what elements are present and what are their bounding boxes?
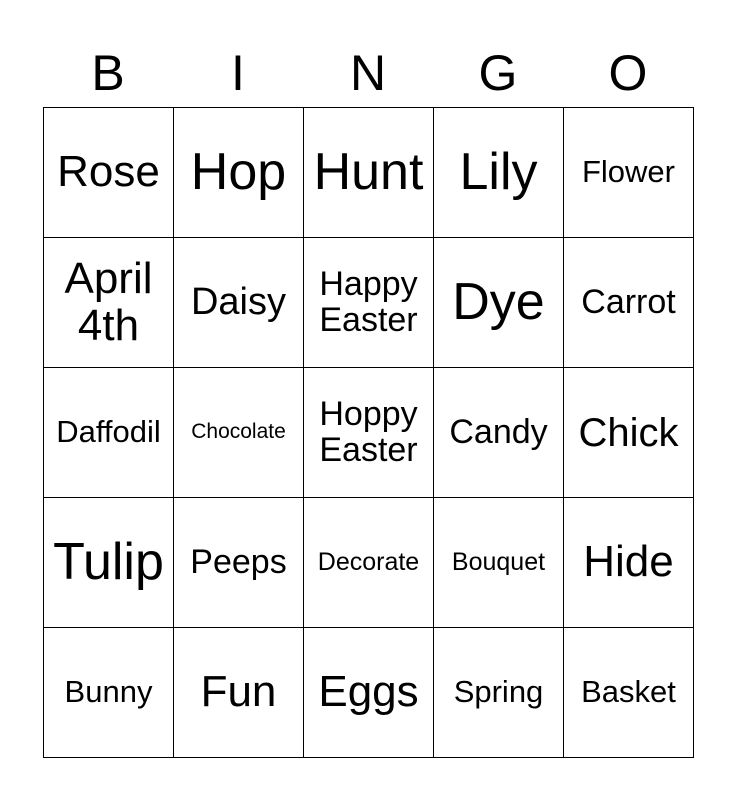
header-letter-i: I: [231, 45, 245, 101]
bingo-cell[interactable]: [304, 628, 434, 758]
bingo-header: [43, 40, 693, 106]
bingo-cell[interactable]: [434, 498, 564, 628]
bingo-cell[interactable]: [174, 628, 304, 758]
bingo-cell[interactable]: [564, 368, 694, 498]
cell-label: Hoppy Easter: [319, 394, 418, 469]
bingo-cell[interactable]: [434, 628, 564, 758]
cell-label: Fun: [200, 667, 277, 717]
bingo-cell[interactable]: [564, 628, 694, 758]
cell-label: Rose: [57, 147, 160, 197]
bingo-cell[interactable]: [564, 238, 694, 368]
header-letter-n: N: [349, 45, 387, 101]
cell-label: Bunny: [64, 674, 153, 710]
bingo-cell[interactable]: [44, 368, 174, 498]
cell-label: Eggs: [318, 667, 419, 717]
cell-label: Decorate: [317, 548, 420, 577]
bingo-cell[interactable]: [304, 368, 434, 498]
bingo-board: [43, 107, 694, 758]
cell-label: Hunt: [313, 143, 424, 202]
header-letter-b: B: [91, 45, 125, 101]
header-letter-o: O: [608, 45, 648, 101]
bingo-cell[interactable]: [564, 108, 694, 238]
cell-label: Candy: [449, 412, 548, 451]
cell-label: Lily: [459, 143, 538, 202]
bingo-cell[interactable]: [304, 108, 434, 238]
cell-label: April 4th: [64, 254, 153, 350]
cell-label: Peeps: [190, 542, 287, 581]
cell-label: Daffodil: [56, 414, 161, 450]
bingo-cell[interactable]: [44, 238, 174, 368]
bingo-cell[interactable]: [174, 238, 304, 368]
bingo-cell[interactable]: [44, 498, 174, 628]
cell-label: Tulip: [53, 533, 164, 592]
header-letter-g: G: [478, 45, 518, 101]
bingo-cell[interactable]: [434, 238, 564, 368]
bingo-cell[interactable]: [304, 498, 434, 628]
cell-label: Chick: [578, 410, 679, 455]
cell-label: Flower: [581, 154, 675, 190]
bingo-cell[interactable]: [44, 628, 174, 758]
bingo-cell[interactable]: [174, 498, 304, 628]
cell-label: Hide: [583, 537, 674, 587]
bingo-cell[interactable]: [434, 368, 564, 498]
cell-label: Happy Easter: [319, 264, 418, 339]
bingo-cell[interactable]: [434, 108, 564, 238]
bingo-cell[interactable]: [564, 498, 694, 628]
cell-label: Dye: [452, 273, 545, 332]
cell-label: Carrot: [581, 282, 676, 321]
bingo-cell[interactable]: [174, 368, 304, 498]
cell-label: Basket: [581, 674, 676, 710]
cell-label: Hop: [190, 143, 287, 202]
bingo-cell[interactable]: [174, 108, 304, 238]
cell-label: Spring: [453, 674, 544, 710]
cell-label: Daisy: [190, 280, 287, 323]
bingo-cell[interactable]: [304, 238, 434, 368]
cell-label: Bouquet: [451, 548, 546, 577]
cell-label: Chocolate: [191, 420, 286, 444]
bingo-cell[interactable]: [44, 108, 174, 238]
